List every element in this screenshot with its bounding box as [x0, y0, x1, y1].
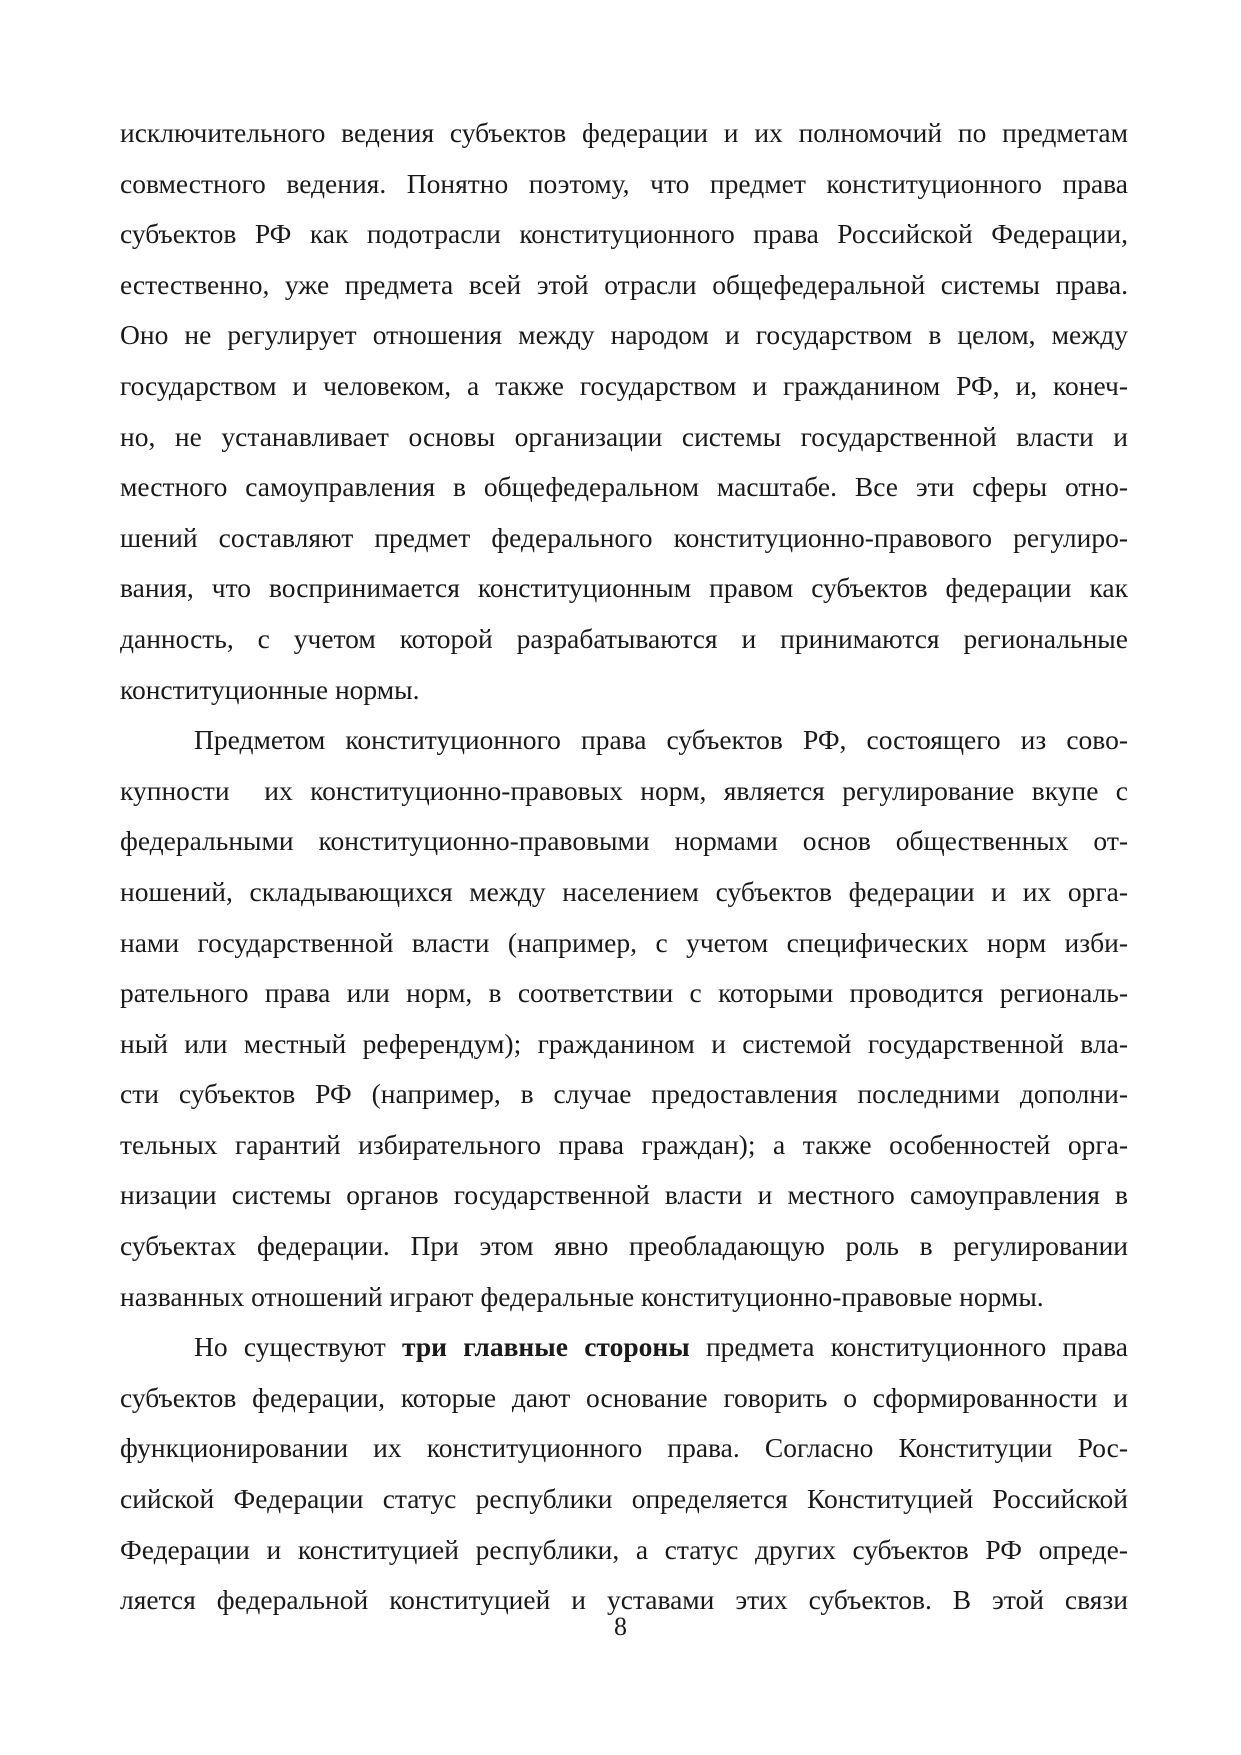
text-line: купности их конституционно-правовых норм, является регулирование вкупе с [120, 774, 1128, 806]
text-line: естественно, уже предмета всей этой отрасли общефедеральной системы права. [120, 268, 1128, 300]
text-line: названных отношений играют федеральные конституционно-правовые нормы. [120, 1280, 1044, 1312]
text-line: рательного права или норм, в соответствии с которыми проводится региональ- [120, 977, 1128, 1009]
paragraph-2 [120, 715, 1128, 1322]
text-line: конституционные нормы. [120, 673, 420, 705]
text-line: данность, с учетом которой разрабатываются и принимаются региональные [120, 622, 1128, 654]
paragraph-1 [120, 108, 1128, 715]
text-line: нами государственной власти (например, с учетом специфических норм изби- [120, 926, 1128, 958]
text-line: Предметом конституционного права субъектов РФ, состоящего из сово- [194, 724, 1128, 756]
text-line: совместного ведения. Понятно поэтому, что предмет конституционного права [120, 167, 1128, 199]
text-line: местного самоуправления в общефедеральном масштабе. Все эти сферы отно- [120, 471, 1128, 503]
bold-phrase: три главные стороны [402, 1331, 690, 1363]
text-line: шений составляют предмет федерального конституционно-правового регулиро- [120, 521, 1128, 553]
text-run: Но существуют [194, 1331, 403, 1363]
page-number: 8 [614, 1612, 627, 1641]
text-line: субъектов РФ как подотрасли конституционного права Российской Федерации, [120, 218, 1128, 250]
text-line: тельных гарантий избирательного права граждан); а также особенностей орга- [120, 1128, 1128, 1160]
text-line [120, 1322, 1128, 1373]
text-line: вания, что воспринимается конституционным правом субъектов федерации как [120, 572, 1128, 604]
paragraph-3 [120, 1322, 1128, 1626]
text-line: государством и человеком, а также государством и гражданином РФ, и, конеч- [120, 369, 1128, 401]
text-line: функционировании их конституционного права. Согласно Конституции Рос- [120, 1432, 1128, 1464]
text-line: федеральными конституционно-правовыми нормами основ общественных от- [120, 825, 1128, 857]
text-line: Оно не регулирует отношения между народом и государством в целом, между [120, 319, 1128, 351]
text-line: ный или местный референдум); гражданином и системой государственной вла- [120, 1027, 1128, 1059]
text-line: сти субъектов РФ (например, в случае предоставления последними дополни- [120, 1078, 1128, 1110]
text-line: ношений, складывающихся между населением субъектов федерации и их орга- [120, 875, 1128, 907]
text-line: ляется федеральной конституцией и уставами этих субъектов. В этой связи [120, 1584, 1128, 1616]
page-body [120, 108, 1128, 1626]
text-line: Федерации и конституцией республики, а статус других субъектов РФ опреде- [120, 1533, 1128, 1565]
text-line: исключительного ведения субъектов федерации и их полномочий по предметам [120, 117, 1128, 148]
text-line: субъектах федерации. При этом явно преобладающую роль в регулировании [120, 1230, 1128, 1262]
text-line: субъектов федерации, которые дают основание говорить о сформированности и [120, 1381, 1128, 1413]
text-run: предмета конституционного права [689, 1331, 1128, 1363]
text-line: сийской Федерации статус республики определяется Конституцией Российской [120, 1483, 1128, 1515]
text-line: низации системы органов государственной власти и местного самоуправления в [120, 1179, 1128, 1211]
text-line: но, не устанавливает основы организации системы государственной власти и [120, 420, 1128, 452]
